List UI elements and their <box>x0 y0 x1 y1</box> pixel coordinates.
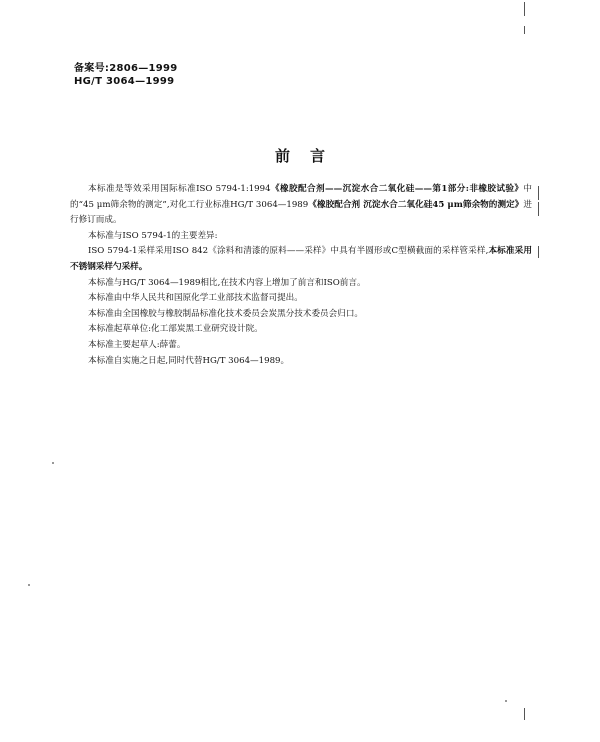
page-title: 前言 <box>274 147 345 165</box>
text-run: 进行修订而成。 <box>70 199 532 226</box>
foreword-paragraph <box>70 354 532 370</box>
scan-margin-line <box>538 186 539 200</box>
foreword-paragraph <box>70 322 532 338</box>
foreword-paragraph <box>70 307 532 323</box>
text-run: 本标准主要起草人:薛蕾。 <box>88 339 186 350</box>
bold-text-run: 《橡胶配合剂 沉淀水合二氧化硅45 μm筛余物的测定》 <box>308 199 524 210</box>
scan-speck <box>28 584 30 586</box>
scan-margin-line <box>524 2 525 16</box>
scan-margin-line <box>524 26 525 34</box>
scan-margin-line <box>538 246 539 258</box>
scan-speck <box>52 462 54 464</box>
text-run: 本标准由中华人民共和国原化学工业部技术监督司提出。 <box>88 293 303 304</box>
text-run: 本标准与ISO 5794-1的主要差异: <box>88 230 218 241</box>
scan-margin-line <box>538 202 539 216</box>
record-number: 备案号:2806—1999 <box>74 63 178 74</box>
text-run: 本标准是等效采用国际标准ISO 5794-1:1994 <box>88 184 271 194</box>
text-run: 中的“45 μm筛余物的测定”,对化工行业标准HG/T 3064—1989 <box>70 184 532 210</box>
bold-text-run: 本标准采用不锈钢采样勺采样。 <box>70 246 532 272</box>
foreword-paragraph <box>70 229 532 245</box>
foreword-body <box>70 182 532 369</box>
text-run: 本标准自实施之日起,同时代替HG/T 3064—1989。 <box>88 355 290 366</box>
foreword-paragraph <box>70 291 532 307</box>
text-run: 本标准起草单位:化工部炭黑工业研究设计院。 <box>88 324 263 335</box>
text-run: 本标准由全国橡胶与橡胶制品标准化技术委员会炭黑分技术委员会归口。 <box>88 308 364 319</box>
scan-margin-line <box>524 708 525 720</box>
scan-speck <box>505 700 507 702</box>
foreword-paragraph <box>70 338 532 354</box>
bold-text-run: 《橡胶配合剂——沉淀水合二氧化硅——第1部分:非橡胶试验》 <box>270 184 524 194</box>
foreword-paragraph <box>70 244 532 275</box>
foreword-paragraph <box>70 276 532 292</box>
text-run: 本标准与HG/T 3064—1989相比,在技术内容上增加了前言和ISO前言。 <box>88 277 366 288</box>
document-header <box>74 62 178 88</box>
text-run: ISO 5794-1采样采用ISO 842《涂料和清漆的原料——采样》中具有半圆形或C型横截面的采样管采样, <box>88 246 489 257</box>
standard-code: HG/T 3064—1999 <box>74 76 175 87</box>
foreword-paragraph <box>70 182 532 229</box>
